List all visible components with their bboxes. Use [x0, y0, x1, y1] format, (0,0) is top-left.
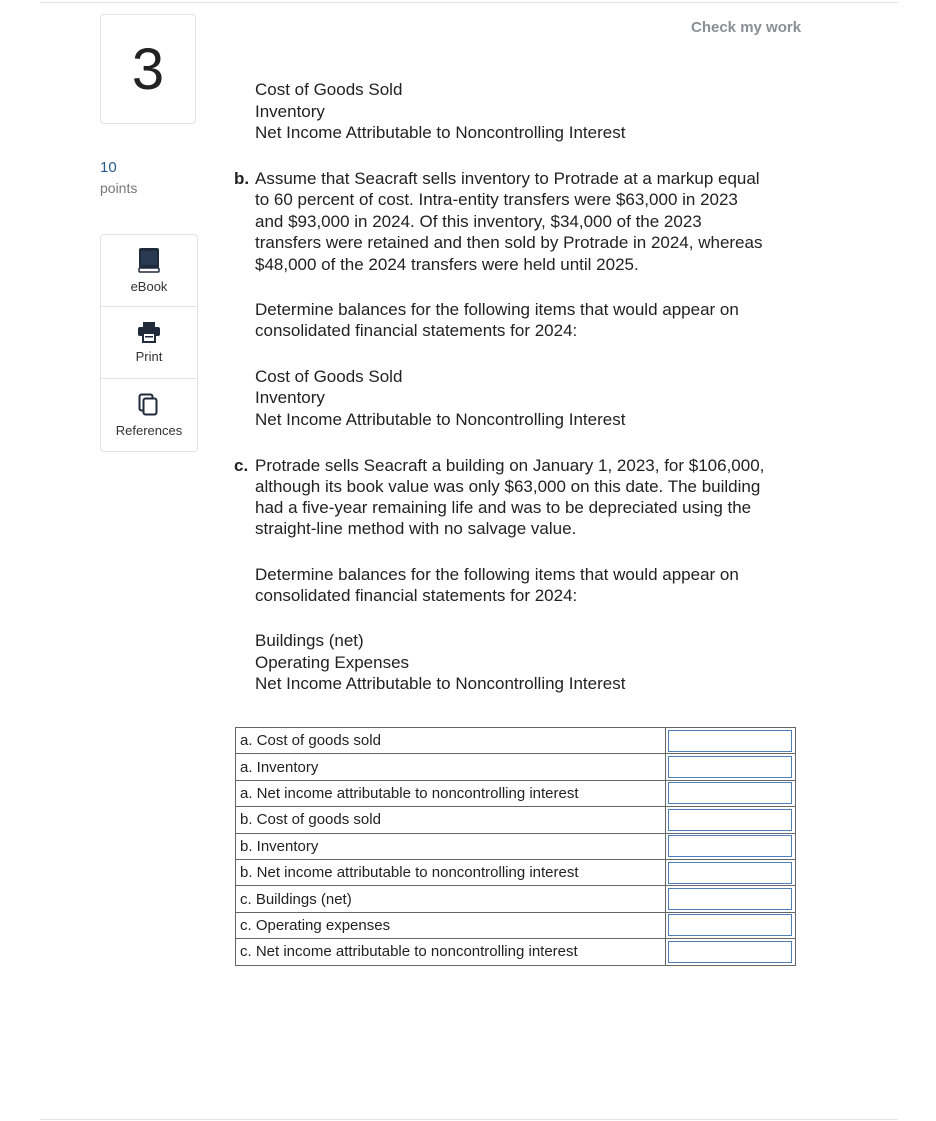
answer-row-label: b. Inventory [236, 833, 666, 859]
answer-input[interactable] [668, 782, 792, 804]
part-b-text: to 60 percent of cost. Intra-entity transfers were $63,000 in 2023 [255, 190, 738, 209]
answer-input[interactable] [668, 835, 792, 857]
ebook-label: eBook [130, 279, 168, 294]
references-icon [138, 393, 160, 417]
answer-row-label: c. Buildings (net) [236, 886, 666, 912]
part-c-item: Operating Expenses [255, 653, 410, 672]
answer-row-label: c. Operating expenses [236, 912, 666, 938]
table-row [236, 939, 796, 965]
table-row [236, 780, 796, 806]
table-row [236, 912, 796, 938]
bottom-divider [40, 1119, 898, 1120]
answer-row-label: a. Inventory [236, 754, 666, 780]
part-a-item: Net Income Attributable to Noncontrolling Interest [255, 123, 626, 142]
references-button[interactable] [101, 379, 197, 451]
part-b-item: Inventory [255, 388, 325, 407]
answer-cell [666, 728, 796, 754]
part-c-text: had a five-year remaining life and was to be depreciated using the [255, 498, 752, 517]
answer-input[interactable] [668, 809, 792, 831]
points-value: 10 [100, 159, 117, 176]
answer-row-label: a. Net income attributable to noncontrolling interest [236, 780, 666, 806]
part-c-item: Buildings (net) [255, 631, 364, 650]
part-b-text: Assume that Seacraft sells inventory to Protrade at a markup equal [255, 169, 760, 188]
answer-cell [666, 780, 796, 806]
points-label: points [100, 180, 138, 196]
answer-input[interactable] [668, 914, 792, 936]
check-my-work-button[interactable]: Check my work [691, 19, 802, 36]
part-b-determine: consolidated financial statements for 2024: [255, 321, 578, 340]
answer-cell [666, 912, 796, 938]
table-row [236, 833, 796, 859]
part-c-determine: consolidated financial statements for 2024: [255, 586, 578, 605]
table-row [236, 886, 796, 912]
answer-cell [666, 833, 796, 859]
book-icon [138, 247, 160, 273]
table-row [236, 859, 796, 885]
part-a-item: Cost of Goods Sold [255, 80, 403, 99]
ebook-button[interactable] [101, 235, 197, 307]
answer-row-label: b. Cost of goods sold [236, 807, 666, 833]
printer-icon [137, 321, 161, 343]
part-b-text: $48,000 of the 2024 transfers were held until 2025. [255, 255, 639, 274]
part-b-determine: Determine balances for the following items that would appear on [255, 300, 739, 319]
part-b-label: b. [234, 169, 250, 188]
answer-input[interactable] [668, 862, 792, 884]
part-c-text: straight-line method with no salvage value. [255, 519, 577, 538]
part-b-item: Cost of Goods Sold [255, 367, 403, 386]
answer-input[interactable] [668, 756, 792, 778]
answer-cell [666, 807, 796, 833]
part-c-label: c. [234, 456, 249, 475]
answer-cell [666, 886, 796, 912]
part-c-text: although its book value was only $63,000 on this date. The building [255, 477, 761, 496]
table-row [236, 807, 796, 833]
answer-row-label: a. Cost of goods sold [236, 728, 666, 754]
print-label: Print [135, 349, 163, 364]
answer-row-label: b. Net income attributable to noncontrolling interest [236, 859, 666, 885]
part-b-text: transfers were retained and then sold by Protrade in 2024, whereas [255, 233, 763, 252]
answer-input[interactable] [668, 941, 792, 963]
answer-input[interactable] [668, 730, 792, 752]
question-number: 3 [100, 14, 196, 124]
table-row [236, 728, 796, 754]
part-c-determine: Determine balances for the following items that would appear on [255, 565, 739, 584]
top-divider [40, 2, 898, 3]
print-button[interactable] [101, 307, 197, 379]
part-c-item: Net Income Attributable to Noncontrolling Interest [255, 674, 626, 693]
part-b-text: and $93,000 in 2024. Of this inventory, $34,000 of the 2023 [255, 212, 702, 231]
answer-cell [666, 859, 796, 885]
references-label: References [115, 422, 183, 438]
table-row [236, 754, 796, 780]
answer-input[interactable] [668, 888, 792, 910]
answer-table [235, 727, 796, 966]
part-a-item: Inventory [255, 102, 325, 121]
part-c-text: Protrade sells Seacraft a building on January 1, 2023, for $106,000, [255, 456, 765, 475]
answer-row-label: c. Net income attributable to noncontrolling interest [236, 939, 666, 965]
tools-panel [100, 234, 198, 452]
answer-cell [666, 939, 796, 965]
part-b-item: Net Income Attributable to Noncontrolling Interest [255, 410, 626, 429]
answer-cell [666, 754, 796, 780]
